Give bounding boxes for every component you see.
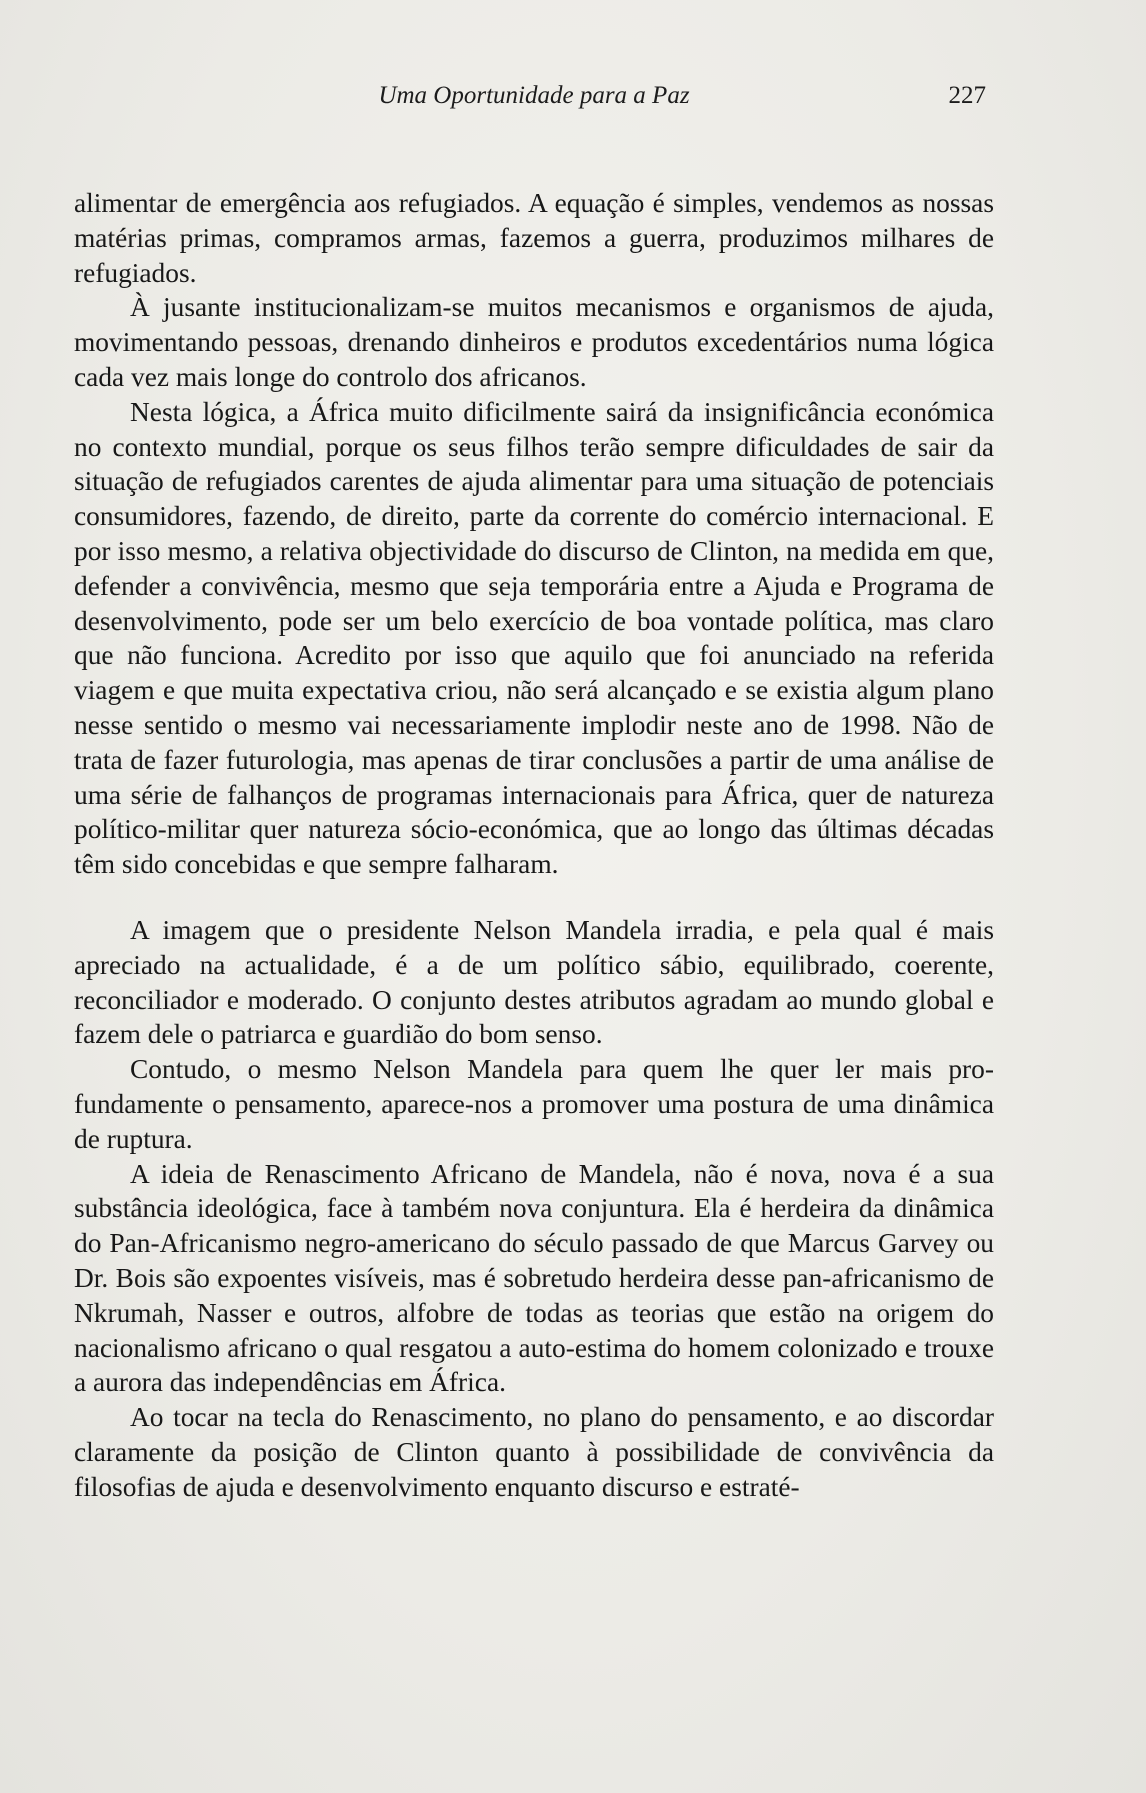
page-header bbox=[74, 82, 994, 118]
page-number: 227 bbox=[948, 82, 986, 109]
body-text bbox=[74, 186, 994, 1504]
paragraph: A imagem que o presidente Nelson Mandela irradia, e pela qual é mais apreciado na actualidade, é a de um político sábio, equilibrado, coerente, reconciliador e moderado. O conjunto destes atributos agradam ao mundo global e fazem dele o patriarca e guardião do bom senso. bbox=[74, 914, 994, 1050]
paragraph: alimentar de emergência aos refugiados. A equação é simples, vendemos as nossas matérias primas, compramos armas, fazemos a guerra, produzimos milhares de refugiados. bbox=[74, 188, 994, 288]
paragraph: Ao tocar na tecla do Renascimento, no plano do pensamento, e ao discordar claramente da posição de Clinton quanto à possibilidade de convivência da filosofias de ajuda e desenvolvimento enquanto discurso e estraté- bbox=[74, 1402, 994, 1502]
running-title: Uma Oportunidade para a Paz bbox=[378, 82, 690, 109]
paragraph: Contudo, o mesmo Nelson Mandela para quem lhe quer ler mais profundamente o pensamento, aparece-nos a promover uma postura de uma dinâmica de ruptura. bbox=[74, 1054, 994, 1154]
paragraph: Nesta lógica, a África muito dificilmente sairá da insignificância económica no contexto mundial, porque os seus filhos terão sempre dificuldades de sair da situação de refugiados carentes de ajuda alimentar para uma situação de potenciais consumidores, fazendo, de direito, parte da corrente do comércio internacional. E por isso mesmo, a relativa objectividade do discurso de Clinton, na medida em que, defender a convivência, mesmo que seja temporária entre a Ajuda e Programa de desenvolvimento, pode ser um belo exercício de boa vontade política, mas claro que não funciona. Acredito por isso que aquilo que foi anunciado na referida viagem e que muita expectativa criou, não será alcançado e se existia algum plano nesse sentido o mesmo vai necessariamente implodir neste ano de 1998. Não de trata de fazer futurologia, mas apenas de tirar conclusões a partir de uma análise de uma série de falhanços de programas internacionais para África, quer de natureza político-militar quer natureza sócio-económica, que ao longo das últimas décadas têm sido concebidas e que sempre falharam. bbox=[74, 396, 994, 880]
paragraph: À jusante institucionalizam-se muitos mecanismos e organismos de ajuda, movimentando pessoas, drenando dinheiros e produtos excedentários numa lógica cada vez mais longe do controlo dos africanos. bbox=[74, 292, 994, 392]
paragraph: A ideia de Renascimento Africano de Mandela, não é nova, nova é a sua substância ideológica, face à também nova conjuntura. Ela é herdeira da dinâmica do Pan-Africanismo negro-americano do século passado de que Marcus Garvey ou Dr. Bois são expoentes visíveis, mas é sobretudo herdeira desse pan-africanismo de Nkrumah, Nasser e outros, alfobre de todas as teorias que estão na origem do nacionalismo africano o qual resgatou a auto-estima do homem colonizado e trouxe a aurora das independências em África. bbox=[74, 1158, 994, 1398]
